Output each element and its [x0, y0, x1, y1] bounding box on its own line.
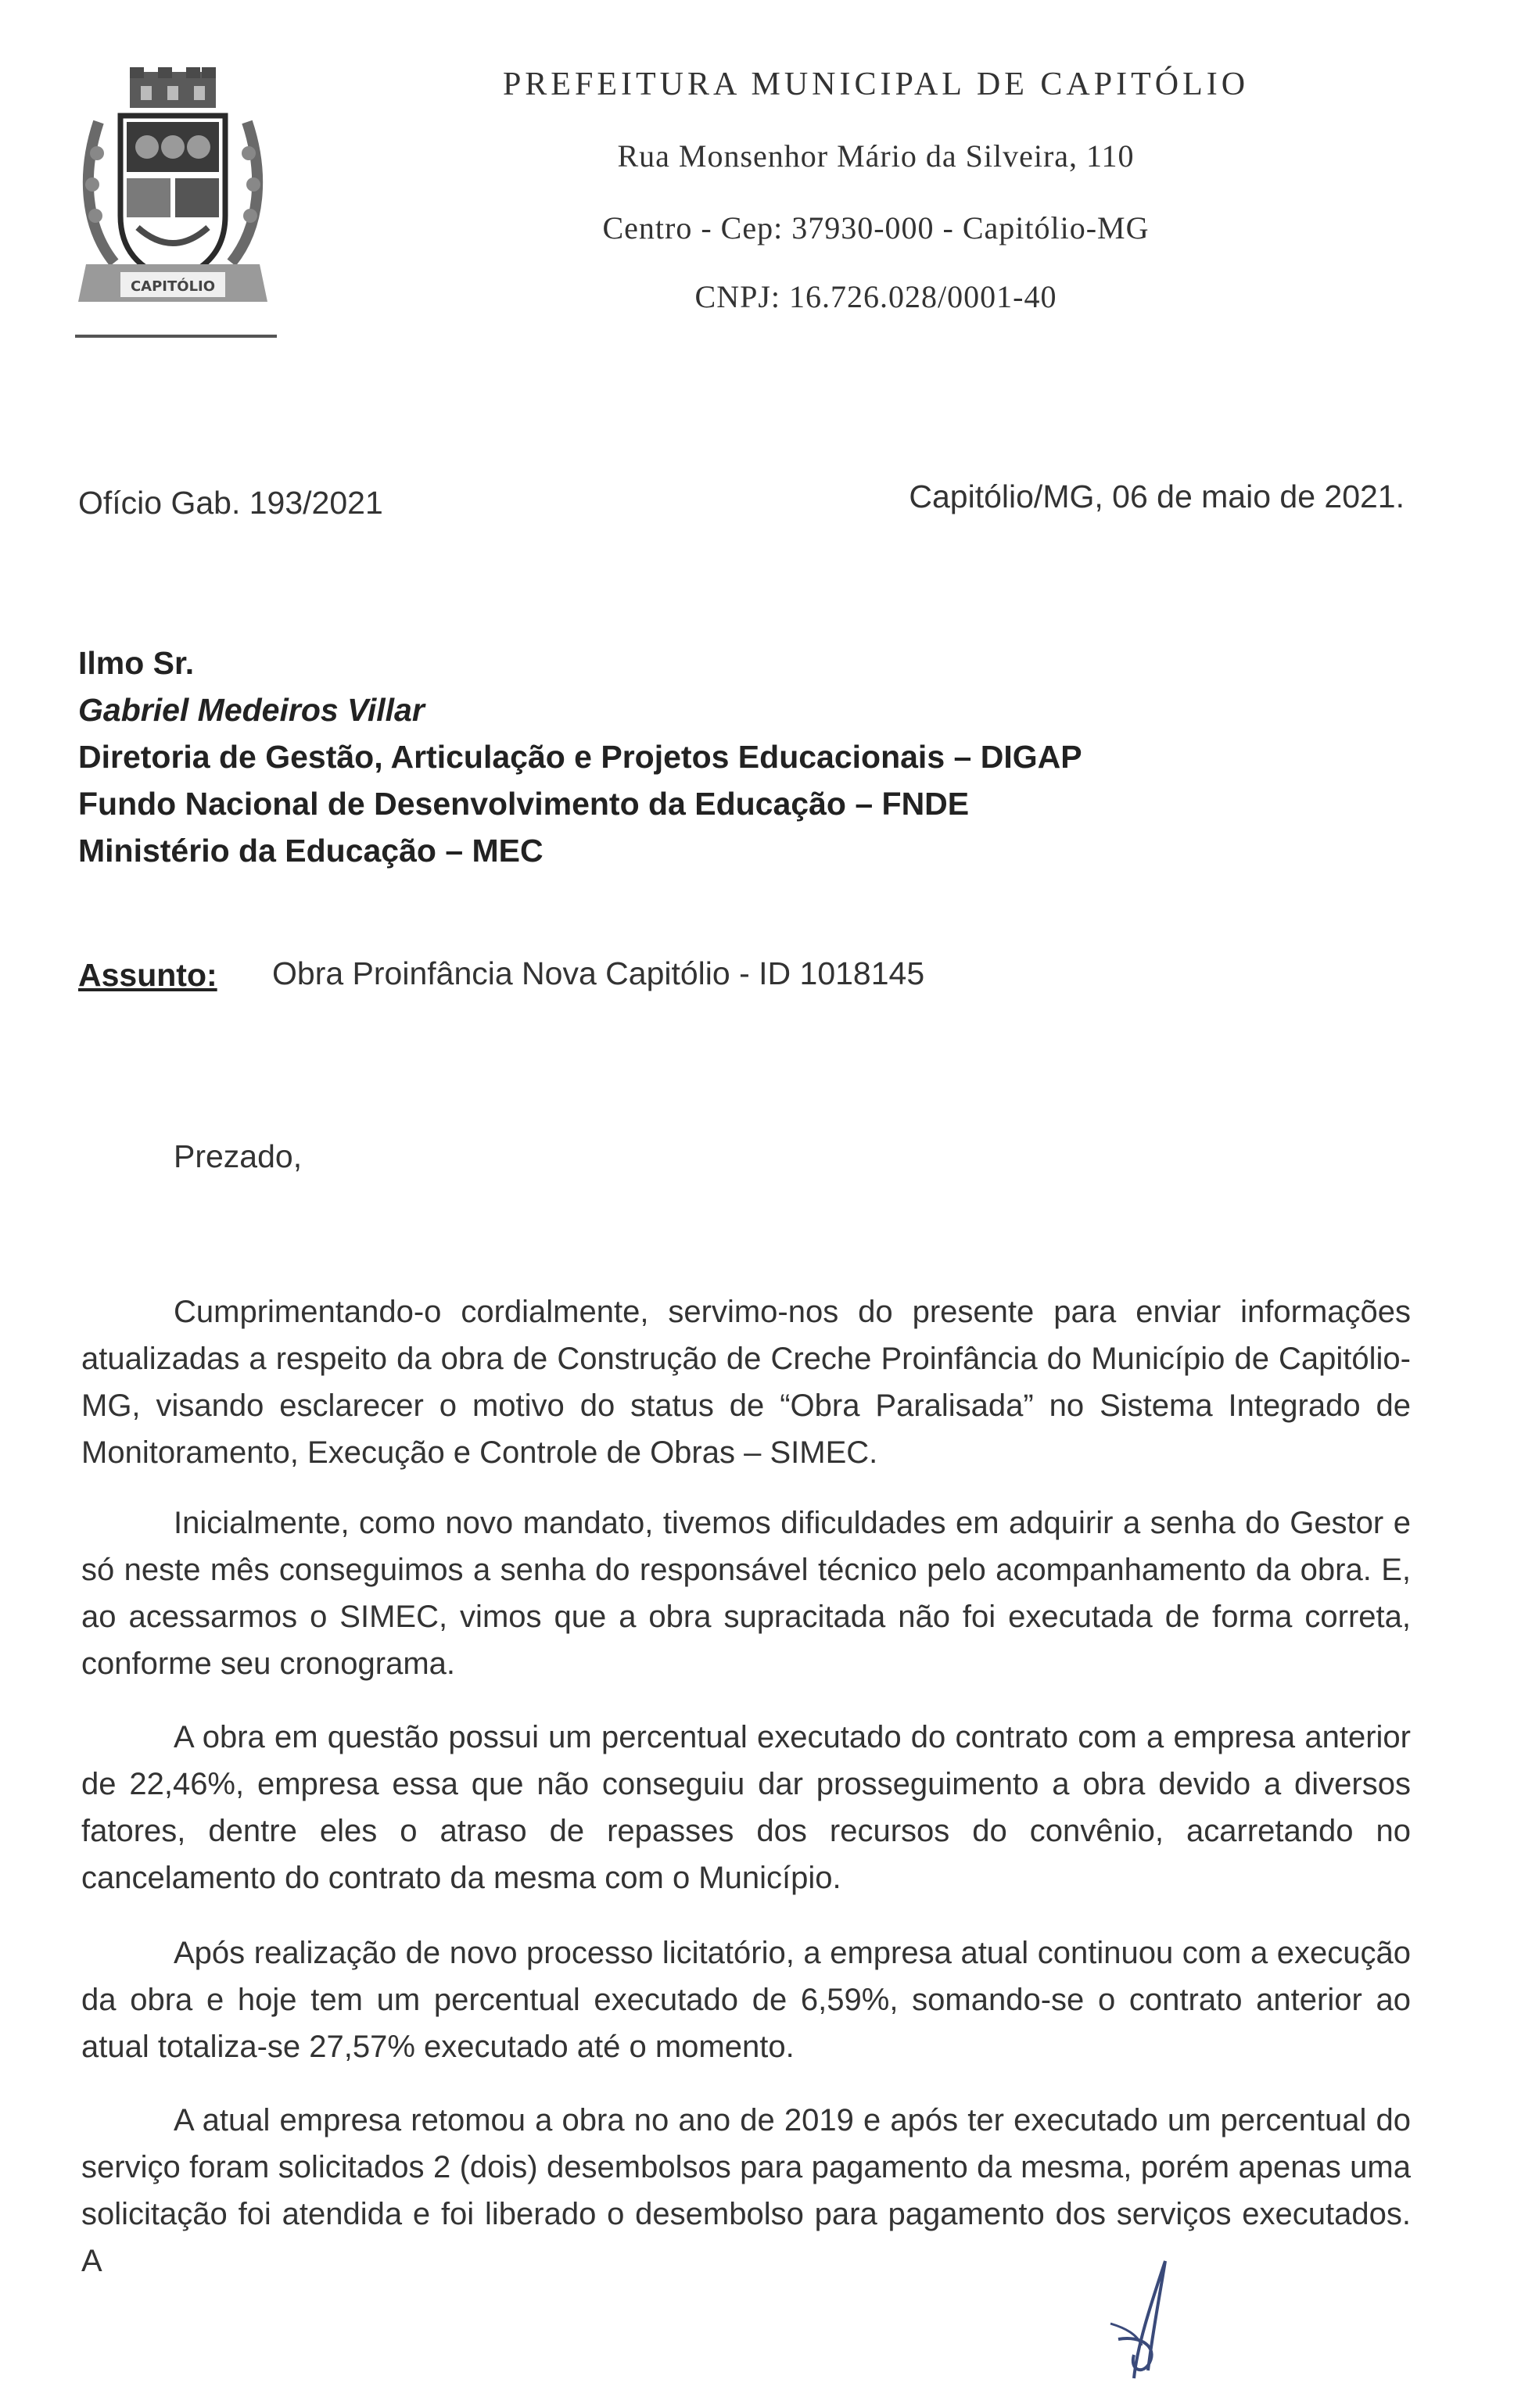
letterhead-cnpj: CNPJ: 16.726.028/0001-40 [694, 279, 1057, 314]
body-paragraph-4: Após realização de novo processo licitatório, a empresa atual continuou com a execução da obra e hoje tem um percentual executado de 6,59%, somando-se o contrato anterior ao atual totaliza-se 27,57% executado até o momento. [81, 1936, 1411, 2064]
greeting: Prezado, [174, 1138, 303, 1174]
letterhead-postal: Centro - Cep: 37930-000 - Capitólio-MG [602, 210, 1150, 245]
letterhead-title: PREFEITURA MUNICIPAL DE CAPITÓLIO [502, 66, 1250, 102]
addressee-line-1: Diretoria de Gestão, Articulação e Projetos Educacionais – DIGAP [78, 739, 1082, 775]
subject-text: Obra Proinfância Nova Capitólio - ID 1018145 [272, 955, 925, 991]
body-paragraph-3: A obra em questão possui um percentual executado do contrato com a empresa anterior de 22,46%, empresa essa que não conseguiu dar prosseguimento a obra devido a diversos fatores, dentre eles o atraso de repasses dos recursos do convênio, acarretando no cancelamento do contrato da mesma com o Município. [81, 1720, 1411, 1895]
coat-of-arms-icon [75, 67, 271, 330]
crest-label: CAPITÓLIO [130, 278, 216, 295]
addressee-salutation: Ilmo Sr. [78, 645, 195, 681]
place-date: Capitólio/MG, 06 de maio de 2021. [909, 478, 1405, 514]
addressee-line-3: Ministério da Educação – MEC [78, 833, 544, 869]
document-reference: Ofício Gab. 193/2021 [78, 485, 383, 521]
addressee-block [78, 640, 1408, 874]
body-paragraph-5: A atual empresa retomou a obra no ano de 2019 e após ter executado um percentual do serviço foram solicitados 2 (dois) desembolsos para pagamento da mesma, porém apenas uma solicitação foi atendida e foi liberado o desembolso para pagamento dos serviços executados. A [81, 2103, 1411, 2278]
body-paragraph-1: Cumprimentando-o cordialmente, servimo-nos do presente para enviar informações atualizadas a respeito da obra de Construção de Creche Proinfância do Município de Capitólio-MG, visando esclarecer o motivo do status de “Obra Paralisada” no Sistema Integrado de Monitoramento, Execução e Controle de Obras – SIMEC. [81, 1295, 1411, 1470]
body-paragraph-2: Inicialmente, como novo mandato, tivemos dificuldades em adquirir a senha do Gestor e só neste mês conseguimos a senha do responsável técnico pelo acompanhamento da obra. E, ao acessarmos o SIMEC, vimos que a obra supracitada não foi executada de forma correta, conforme seu cronograma. [81, 1506, 1411, 1681]
letterhead-address: Rua Monsenhor Mário da Silveira, 110 [617, 138, 1135, 174]
letterhead-rule [75, 335, 277, 338]
signature-icon [1103, 2253, 1189, 2386]
subject-label: Assunto: [78, 957, 217, 993]
addressee-line-2: Fundo Nacional de Desenvolvimento da Educação – FNDE [78, 786, 970, 822]
addressee-name: Gabriel Medeiros Villar [78, 692, 425, 728]
